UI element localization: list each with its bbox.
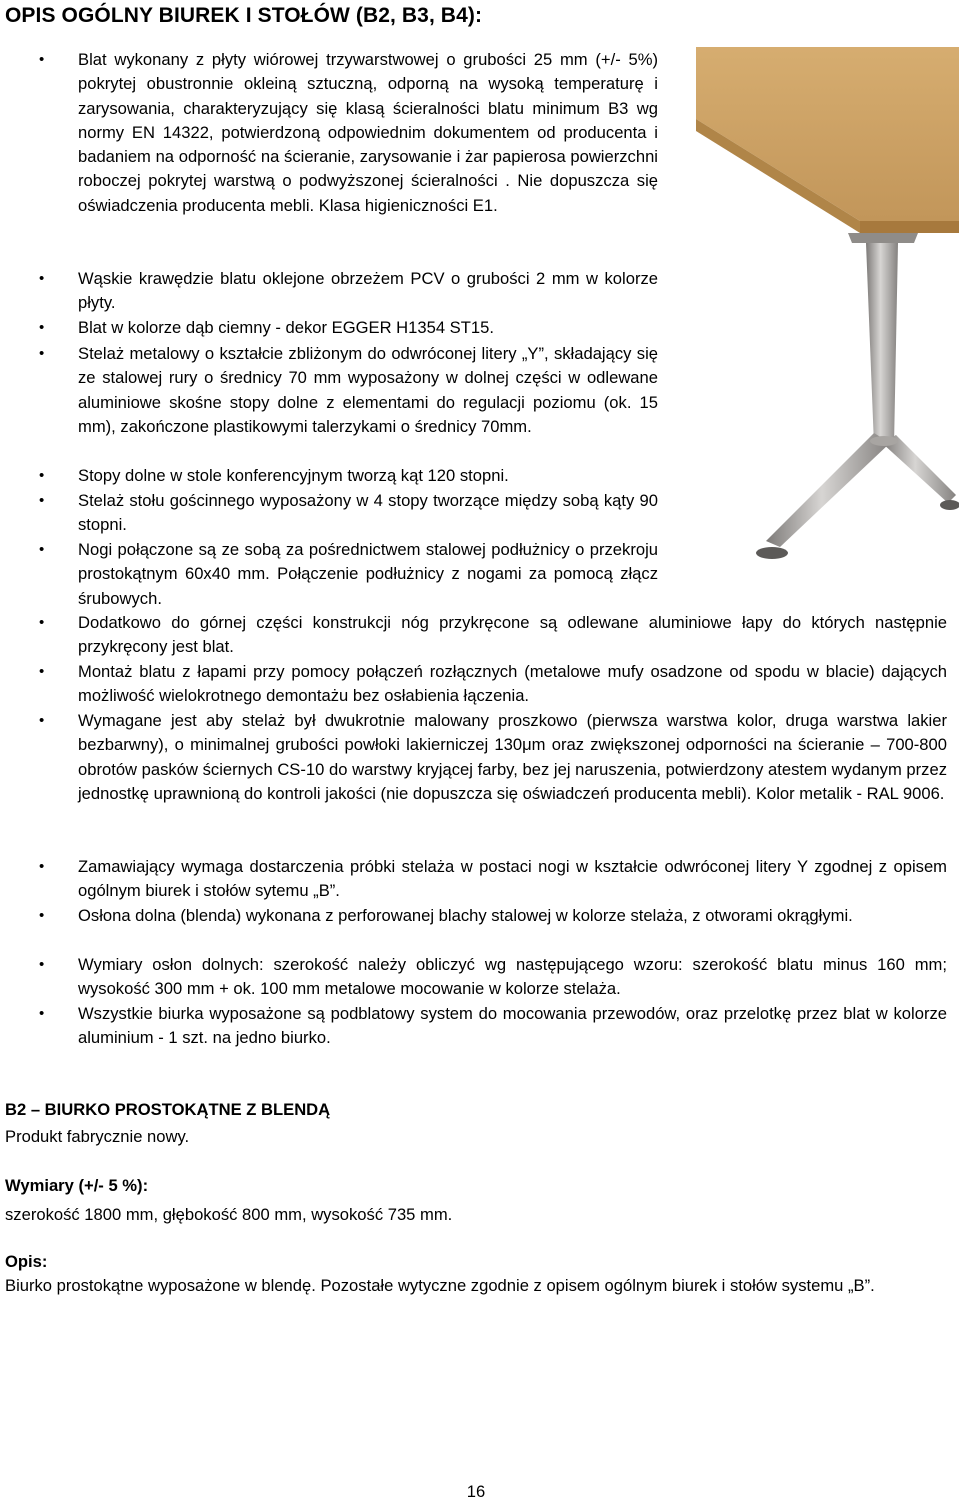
bullet-painting: • Wymagane jest aby stelaż był dwukrotnie malowany proszkowo (pierwsza warstwa kolor, druga warstwa lakier bezbarwny), o minimalnej grubości powłoki lakierniczej 130μm oraz zwiększonej odporności na ścieranie – 700-800 obrotów pasków ściernych CS-10 do warstwy kryjącej farby, bez jej naruszenia, potwierdzony atestem wydanym przez jednostkę uprawnioną do kontroli jakości (nie dopuszcza się oświadczeń producenta mebli). Kolor metalik - RAL 9006. bbox=[78, 709, 947, 806]
frame-junction bbox=[870, 436, 898, 446]
glide-left bbox=[756, 547, 788, 559]
description-label: Opis: bbox=[5, 1252, 48, 1271]
description-value: Biurko prostokątne wyposażone w blendę. Pozostałe wytyczne zgodnie z opisem ogólnym biurek i stołów systemu „B”. bbox=[5, 1276, 875, 1295]
dimensions-value: szerokość 1800 mm, głębokość 800 mm, wysokość 735 mm. bbox=[5, 1205, 453, 1224]
bullet-frame: • Stelaż metalowy o kształcie zbliżonym do odwróconej litery „Y”, składający się ze stalowej rury o średnicy 70 mm wyposażony w dolnej części w odlewane aluminiowe skośne stopy dolne z elementami do regulacji poziomu (ok. 15 mm), zakończone plastikowymi talerzykami o średnicy 70mm. bbox=[78, 342, 658, 439]
bullet-board-color: • Blat w kolorze dąb ciemny - dekor EGGER H1354 ST15. bbox=[78, 316, 658, 340]
page-title: OPIS OGÓLNY BIUREK I STOŁÓW (B2, B3, B4): bbox=[5, 4, 483, 27]
bullet-mounting: • Montaż blatu z łapami przy pomocy połączeń rozłącznych (metalowe mufy osadzone od spodu w blacie) dających możliwość wielokrotnego demontażu bez osłabienia łączenia. bbox=[78, 660, 947, 709]
desk-top-side-edge bbox=[860, 221, 959, 233]
frame-bracket bbox=[848, 233, 918, 243]
page-number: 16 bbox=[466, 1482, 486, 1501]
bullet-brackets: • Dodatkowo do górnej części konstrukcji nóg przykręcone są odlewane aluminiowe łapy do których następnie przykręcony jest blat. bbox=[78, 611, 947, 660]
bullet-feet-angle: • Stopy dolne w stole konferencyjnym tworzą kąt 120 stopni. bbox=[78, 464, 658, 488]
product-subtitle: Produkt fabrycznie nowy. bbox=[5, 1127, 190, 1146]
bullet-edge-banding: • Wąskie krawędzie blatu oklejone obrzeżem PCV o grubości 2 mm w kolorze płyty. bbox=[78, 267, 658, 316]
desk-product-image bbox=[678, 47, 959, 580]
bullet-panel-dimensions: • Wymiary osłon dolnych: szerokość należy obliczyć wg następującego wzoru: szerokość blatu minus 160 mm; wysokość 300 mm + ok. 100 mm metalowe mocowanie w kolorze stelaża. bbox=[78, 953, 947, 1002]
bullet-sample: • Zamawiający wymaga dostarczenia próbki stelaża w postaci nogi w kształcie odwróconej litery Y zgodnej z opisem ogólnym biurek i stołów sytemu „B”. bbox=[78, 855, 947, 904]
bullet-modesty-panel: • Osłona dolna (blenda) wykonana z perforowanej blachy stalowej w kolorze stelaża, z otworami okrągłymi. bbox=[78, 904, 947, 928]
product-heading: B2 – BIURKO PROSTOKĄTNE Z BLENDĄ bbox=[5, 1100, 331, 1119]
bullet-cable-management: • Wszystkie biurka wyposażone są podblatowy system do mocowania przewodów, oraz przelotkę przez blat w kolorze aluminium - 1 szt. na jedno biurko. bbox=[78, 1002, 947, 1051]
bullet-guest-table-legs: • Stelaż stołu gościnnego wyposażony w 4 stopy tworzące między sobą kąty 90 stopni. bbox=[78, 489, 658, 538]
dimensions-label: Wymiary (+/- 5 %): bbox=[5, 1176, 149, 1195]
bullet-board-spec: • Blat wykonany z płyty wiórowej trzywarstwowej o grubości 25 mm (+/- 5%) pokrytej obustronnie okleiną sztuczną, odporną na wysoką temperaturę i zarysowania, charakteryzujący się klasą ścieralności blatu minimum B3 wg normy EN 14322, potwierdzoną odpowiednim dokumentem od producenta i badaniem na odporność na ścieranie, zarysowanie i żar papierosa powierzchni roboczej pokrytej warstwą o podwyższonej ścieralności . Nie dopuszcza się oświadczenia producenta mebli. Klasa higieniczności E1. bbox=[78, 48, 658, 218]
bullet-stringer: • Nogi połączone są ze sobą za pośrednictwem stalowej podłużnicy o przekroju prostokątnym 60x40 mm. Połączenie podłużnicy z nogami za pomocą złącz śrubowych. bbox=[78, 538, 658, 611]
